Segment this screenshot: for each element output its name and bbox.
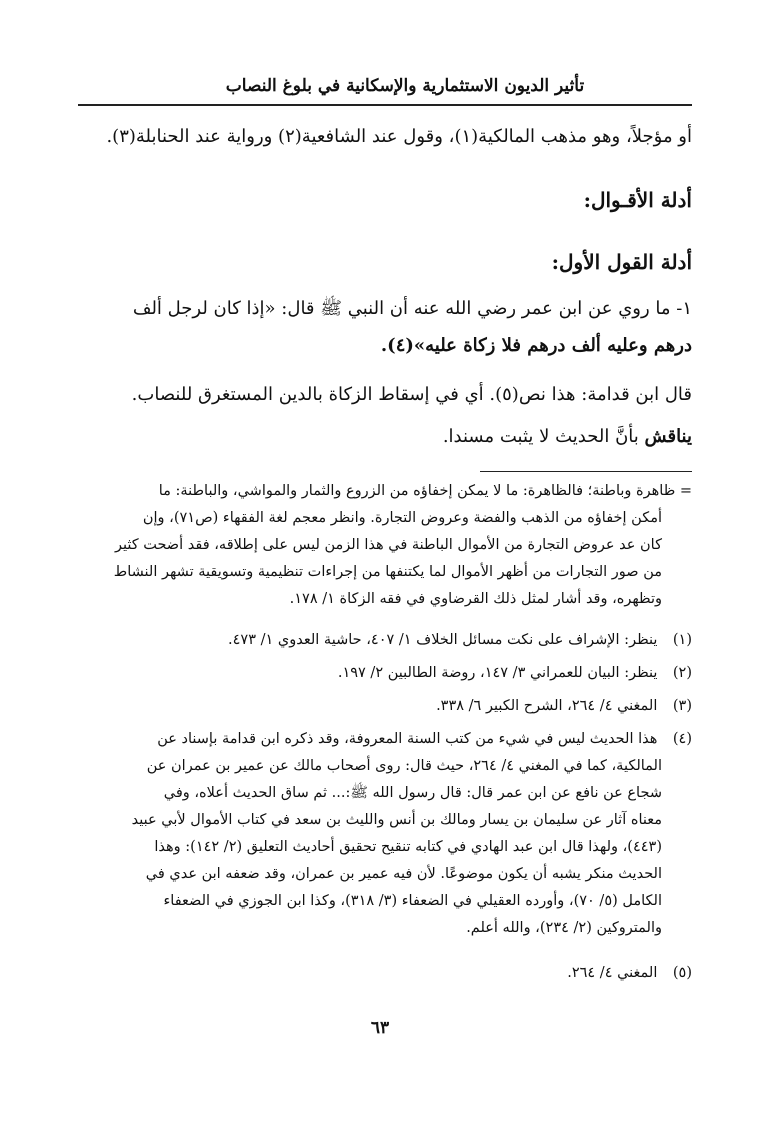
footnote-cont-line: من صور التجارات من أظهر الأموال لما يكتنفها من إجراءات تنظيمية وتسويقية تشهر النشاط (113, 564, 662, 580)
page-number: ٦٣ (370, 1018, 390, 1038)
footnote-text: المالكية، كما في المغني ٤/ ٢٦٤، حيث قال: روى أصحاب مالك عن عمير بن عمران عن (146, 758, 662, 774)
footnote-text: المغني ٤/ ٢٦٤، الشرح الكبير ٦/ ٣٣٨. (436, 698, 658, 714)
footnote-cont-line: كان عد عروض التجارة من الأموال الباطنة في هذا الزمن ليس على إطلاقه، فقد أضحت كثير (114, 537, 662, 553)
footnote-text: معناه آثار عن سليمان بن يسار ومالك بن أنس والليث بن سعد في كتاب الأموال لأبي عبيد (131, 812, 662, 828)
footnote-continuation (78, 478, 692, 613)
discussion-line (78, 418, 692, 455)
footnote-number: (٤) (672, 731, 692, 747)
footnote-cont-line: أمكن إخفاؤه من الذهب والفضة وعروض التجارة. وانظر معجم لغة الفقهاء (ص٧١)، وإن (142, 510, 662, 526)
hadith-line-1: ١- ما روي عن ابن عمر رضي الله عنه أن النبي ﷺ قال: «إذا كان لرجل ألف (132, 298, 692, 319)
footnote-cont-line: = ظاهرة وباطنة؛ فالظاهرة: ما لا يمكن إخفاؤه من الزروع والثمار والمواشي، والباطنة: ما (158, 483, 692, 499)
footnote-1 (78, 627, 692, 654)
footnote-text: ينظر: الإشراف على نكت مسائل الخلاف ١/ ٤٠٧، حاشية العدوي ١/ ٤٧٣. (228, 632, 658, 648)
footnote-text: والمتروكين (٢/ ٢٣٤)، والله أعلم. (466, 920, 662, 936)
footnote-text: الحديث منكر يشبه أن يكون موضوعًا. لأن فيه عمير بن عمران، وقد ضعفه ابن عدي في (145, 866, 662, 882)
footnote-2 (78, 660, 692, 687)
footnote-text: ينظر: البيان للعمراني ٣/ ١٤٧، روضة الطالبين ٢/ ١٩٧. (337, 665, 658, 681)
ibn-qudama-quote: قال ابن قدامة: هذا نص(٥). أي في إسقاط الزكاة بالدين المستغرق للنصاب. (131, 384, 692, 405)
heading-first-opinion: أدلة القول الأول: (551, 250, 692, 274)
footnote-5 (78, 960, 692, 987)
footnote-number: (٥) (672, 965, 692, 981)
discussion-text: بأنَّ الحديث لا يثبت مسندا. (442, 426, 645, 447)
footnote-number: (٣) (672, 698, 692, 714)
footnote-number: (٢) (672, 665, 692, 681)
header-rule (78, 104, 692, 106)
discussion-label: يناقش (644, 426, 692, 447)
footnote-text: (٤٤٣)، ولهذا قال ابن عبد الهادي في كتابه تنقيح تحقيق أحاديث التعليق (٢/ ١٤٢): وهذا (154, 839, 662, 855)
footnote-text: شجاع عن نافع عن ابن عمر قال: قال رسول الله ﷺ:... ثم ساق الحديث أعلاه، وفي (163, 785, 662, 801)
footnote-text: هذا الحديث ليس في شيء من كتب السنة المعروفة، وقد ذكره ابن قدامة بإسناد عن (157, 731, 658, 747)
footnote-3 (78, 693, 692, 720)
heading-evidence: أدلة الأقـوال: (583, 188, 692, 212)
footnote-text: الكامل (٥/ ٧٠)، وأورده العقيلي في الضعفاء (٣/ ٣١٨)، وكذا ابن الجوزي في الضعفاء (163, 893, 662, 909)
footnote-4 (78, 726, 692, 942)
footnote-cont-line: وتظهره، وقد أشار لمثل ذلك القرضاوي في فقه الزكاة ١/ ١٧٨. (289, 591, 662, 607)
body-line-1: أو مؤجلاً، وهو مذهب المالكية(١)، وقول عند الشافعية(٢) ورواية عند الحنابلة(٣). (106, 126, 692, 147)
footnote-separator (480, 471, 692, 472)
footnote-number: (١) (672, 632, 692, 648)
running-header: تأثير الديون الاستثمارية والإسكانية في بلوغ النصاب (225, 76, 585, 96)
hadith-line-2: درهم وعليه ألف درهم فلا زكاة عليه»(٤). (380, 335, 692, 356)
footnote-text: المغني ٤/ ٢٦٤. (567, 965, 658, 981)
